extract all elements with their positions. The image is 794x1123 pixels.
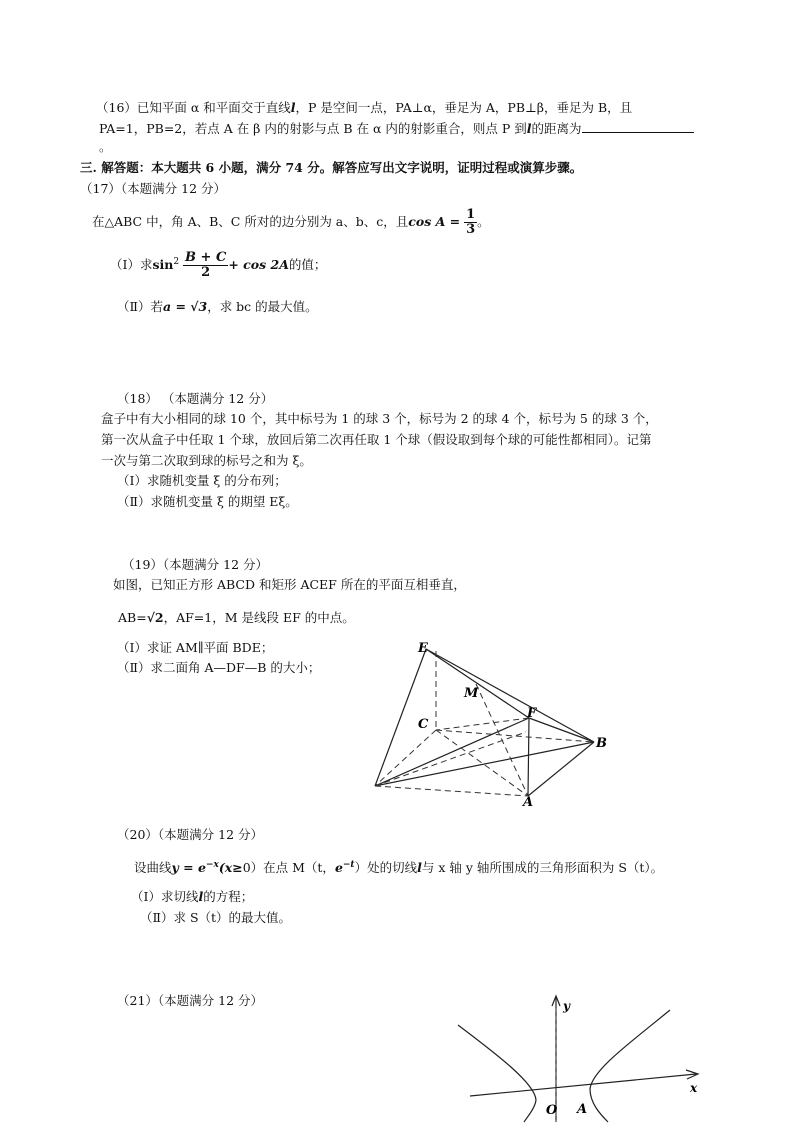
- q19-line2: AB=√2，AF=1，M 是线段 EF 的中点。: [118, 610, 355, 625]
- q16-line2: PA=1，PB=2，若点 A 在 β 内的射影与点 B 在 α 内的射影重合，则点 P 到l的距离为: [99, 120, 694, 137]
- fraction-b-plus-c-over-2: $\frac{B + C}{2}$: [185, 250, 227, 280]
- q20-line1: 设曲线$y = e^{-x}(x\ge 0)$在点 M（t，$e^{-t}$）处的切线l与 x 轴 y 轴所围成的三角形面积为 S（t）。: [134, 860, 664, 876]
- q18-part2: （Ⅱ）求随机变量 ξ 的期望 Eξ。: [117, 494, 298, 509]
- section-3-heading: 三. 解答题：本大题共 6 小题，满分 74 分。解答应写出文字说明，证明过程或演算步骤。: [80, 160, 583, 175]
- q17-part2: （Ⅱ）若a = √3，求 bc 的最大值。: [117, 299, 318, 314]
- label-a: A: [523, 795, 534, 806]
- q18-line1: 盒子中有大小相同的球 10 个，其中标号为 1 的球 3 个，标号为 2 的球 4 个，标号为 5 的球 3 个，: [101, 411, 658, 426]
- q19-header: （19）（本题满分 12 分）: [122, 557, 269, 572]
- label-c: C: [418, 717, 429, 732]
- q20-part2: （Ⅱ）求 S（t）的最大值。: [140, 910, 292, 925]
- q20-header: （20）（本题满分 12 分）: [117, 827, 264, 842]
- q18-line2: 第一次从盒子中任取 1 个球，放回后第二次再任取 1 个球（假设取到每个球的可能性都相同）。记第: [101, 432, 652, 447]
- axis-label-y: y: [563, 999, 570, 1013]
- q21-hyperbola-figure: [440, 988, 710, 1123]
- q19-part2: （Ⅱ）求二面角 A—DF—B 的大小；: [117, 660, 321, 675]
- origin-label: O: [546, 1103, 558, 1118]
- label-m: M: [464, 686, 479, 701]
- q17-part1: （Ⅰ）求$\sin^2$ $\frac{B + C}{2}$ + cos 2A的值；: [110, 250, 327, 280]
- q18-part1: （Ⅰ）求随机变量 ξ 的分布列；: [117, 473, 287, 488]
- q19-line1: 如图，已知正方形 ABCD 和矩形 ACEF 所在的平面互相垂直，: [113, 577, 466, 592]
- q21-header: （21）（本题满分 12 分）: [117, 993, 264, 1008]
- fraction-one-third: $\frac{1}{3}$: [466, 207, 476, 237]
- q19-part1: （Ⅰ）求证 AM∥平面 BDE；: [117, 640, 274, 655]
- label-f: F: [527, 706, 537, 721]
- label-e: E: [418, 641, 428, 656]
- vertex-label-a: A: [577, 1102, 588, 1117]
- q17-header: （17）（本题满分 12 分）: [80, 181, 227, 196]
- q18-line3: 一次与第二次取到球的标号之和为 ξ。: [101, 453, 312, 468]
- q19-solid-figure: [366, 636, 616, 806]
- label-b: B: [596, 736, 607, 751]
- axis-label-x: x: [690, 1081, 698, 1095]
- q18-header: （18） （本题满分 12 分）: [117, 391, 274, 406]
- q16-line1: （16）已知平面 α 和平面交于直线l，P 是空间一点，PA⊥α，垂足为 A，PB⊥β，垂足为 B，且: [96, 100, 633, 115]
- q16-line3: 。: [99, 139, 112, 154]
- answer-blank: [582, 120, 694, 133]
- q20-part1: （Ⅰ）求切线l的方程；: [131, 889, 254, 904]
- q17-stem: 在△ABC 中，角 A、B、C 所对的边分别为 a、b、c，且cos A = $\frac{1}{3}$ 。: [92, 207, 490, 237]
